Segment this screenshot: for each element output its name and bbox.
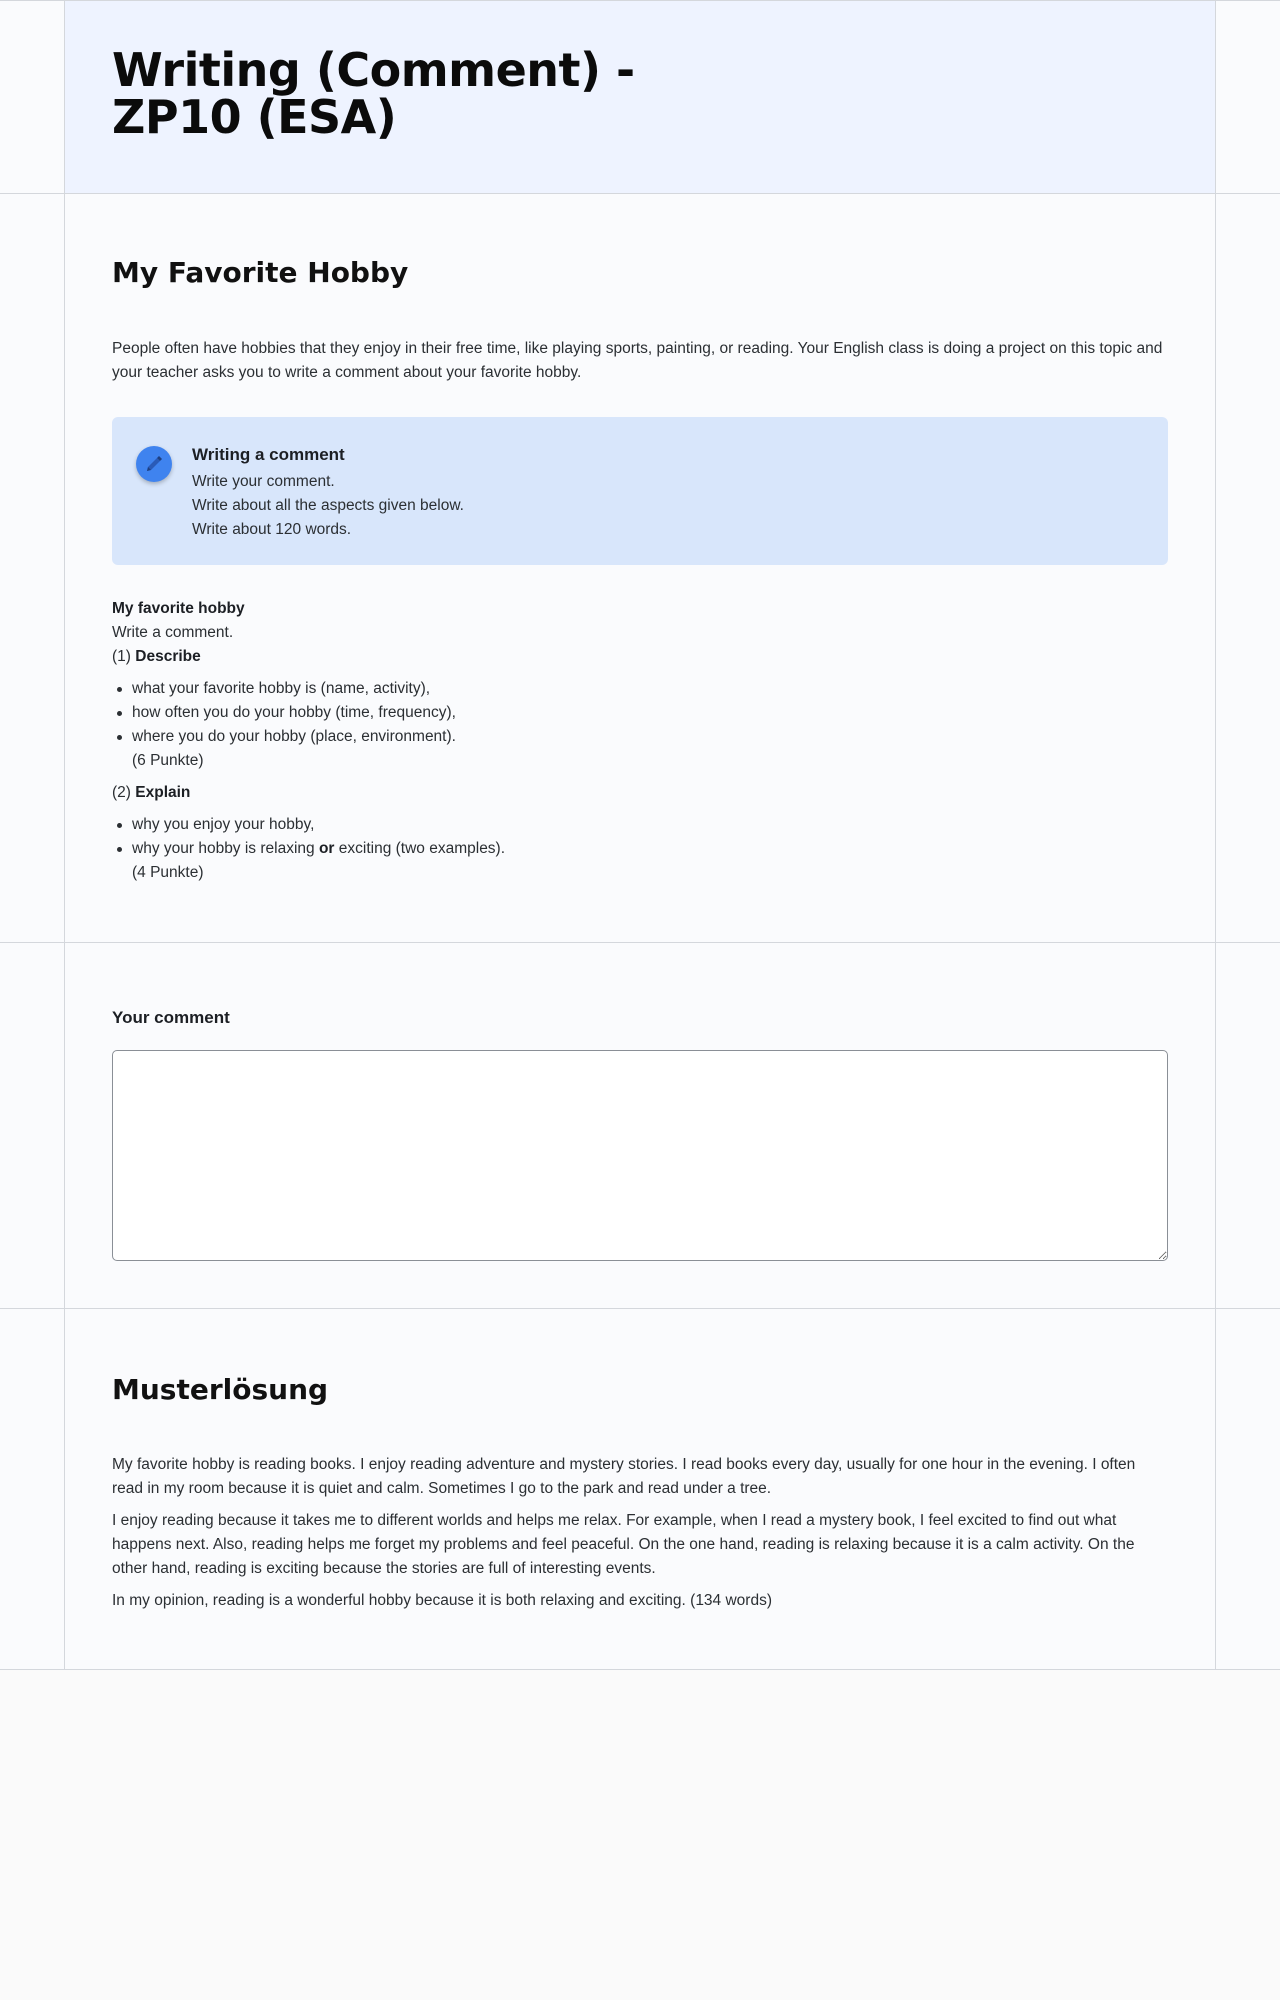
list-item: where you do your hobby (place, environment). bbox=[112, 725, 1168, 749]
info-heading: Writing a comment bbox=[192, 445, 345, 464]
part1-points: (6 Punkte) bbox=[132, 752, 204, 769]
list-item: how often you do your hobby (time, frequency), bbox=[112, 701, 1168, 725]
bullet-emphasis: or bbox=[318, 840, 335, 857]
part2-list bbox=[112, 813, 1168, 885]
comment-label: Your comment bbox=[112, 1008, 230, 1027]
info-line: Write your comment. bbox=[192, 473, 335, 490]
task-prompt bbox=[112, 597, 1168, 893]
solution-paragraph: My favorite hobby is reading books. I enjoy reading adventure and mystery stories. I read books every day, usually for one hour in the evening. I often read in my room because it is quiet and calm. Sometimes I go to the park and read under a tree. bbox=[112, 1456, 1136, 1497]
page-title: Writing (Comment) - ZP10 (ESA) bbox=[112, 43, 635, 144]
solution-paragraph: In my opinion, reading is a wonderful hobby because it is both relaxing and exciting. (134 words) bbox=[112, 1592, 772, 1609]
task-title: My Favorite Hobby bbox=[112, 256, 409, 289]
task-section bbox=[0, 194, 1280, 943]
part2-number: (2) bbox=[112, 784, 131, 801]
list-item bbox=[112, 837, 1168, 861]
solution-text bbox=[112, 1453, 1168, 1621]
solution-section bbox=[0, 1309, 1280, 1670]
list-item: why you enjoy your hobby, bbox=[112, 813, 1168, 837]
page-header bbox=[0, 0, 1280, 194]
bullet-text: why your hobby is relaxing bbox=[132, 840, 319, 857]
task-intro: People often have hobbies that they enjoy in their free time, like playing sports, painting, or reading. Your English class is doing a project on this topic and your teacher asks you to write a comment about your favorite hobby. bbox=[112, 340, 1163, 381]
part2-heading bbox=[112, 781, 1168, 805]
part1-list bbox=[112, 677, 1168, 773]
part1-number: (1) bbox=[112, 648, 131, 665]
prompt-instruction: Write a comment. bbox=[112, 624, 234, 641]
pencil-icon bbox=[136, 446, 172, 482]
part1-verb: Describe bbox=[135, 648, 201, 665]
prompt-title: My favorite hobby bbox=[112, 600, 245, 617]
solution-paragraph: I enjoy reading because it takes me to different worlds and helps me relax. For example, when I read a mystery book, I feel excited to find out what happens next. Also, reading helps me forget my problems and feel peaceful. On the one hand, reading is relaxing because it is a calm activity. On the other hand, reading is exciting because the stories are full of interesting events. bbox=[112, 1512, 1135, 1577]
part2-verb: Explain bbox=[135, 784, 191, 801]
info-box bbox=[112, 417, 1168, 565]
list-item: what your favorite hobby is (name, activity), bbox=[112, 677, 1168, 701]
comment-textarea[interactable] bbox=[112, 1050, 1168, 1261]
comment-section bbox=[0, 943, 1280, 1309]
solution-title: Musterlösung bbox=[112, 1373, 329, 1406]
part2-points: (4 Punkte) bbox=[132, 864, 204, 881]
info-line: Write about 120 words. bbox=[192, 521, 352, 538]
part1-heading bbox=[112, 645, 1168, 669]
info-line: Write about all the aspects given below. bbox=[192, 497, 464, 514]
bullet-text: exciting (two examples). bbox=[334, 840, 506, 857]
